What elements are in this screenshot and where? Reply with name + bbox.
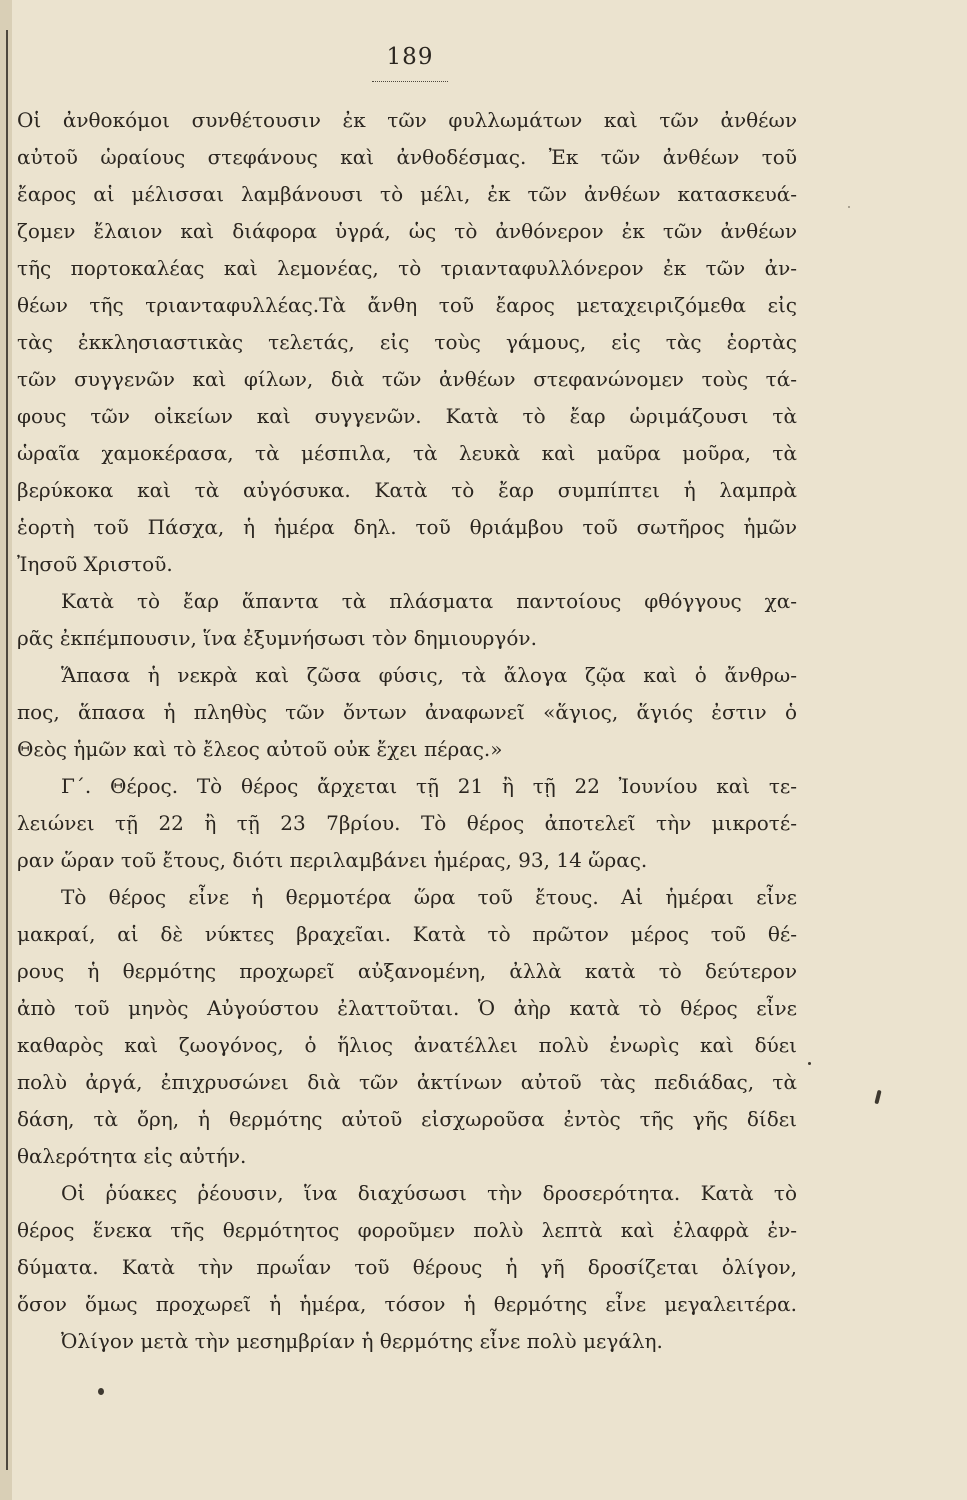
text-line: θαλερότητα εἰς αὐτήν. [17, 1144, 247, 1168]
text-line: Θεὸς ἡμῶν καὶ τὸ ἔλεος αὐτοῦ οὐκ ἔχει πέρας.» [17, 737, 503, 761]
text-line: Κατὰ τὸ ἔαρ ἅπαντα τὰ πλάσματα παντοίους φθόγγους χα- [61, 589, 797, 613]
text-line: τῆς πορτοκαλέας καὶ λεμονέας, τὸ τριανταφυλλόνερον ἐκ τῶν ἀν- [17, 256, 797, 280]
text-line: ρᾶς ἐκπέμπουσιν, ἵνα ἐξυμνήσωσι τὸν δημιουργόν. [17, 626, 537, 650]
text-line: φους τῶν οἰκείων καὶ συγγενῶν. Κατὰ τὸ ἔαρ ὡριμάζουσι τὰ [17, 404, 797, 428]
text-line: Οἱ ῥύακες ῥέουσιν, ἵνα διαχύσωσι τὴν δροσερότητα. Κατὰ τὸ [61, 1181, 797, 1205]
text-line: Τὸ θέρος εἶνε ἡ θερμοτέρα ὥρα τοῦ ἔτους. Αἱ ἡμέραι εἶνε [61, 885, 797, 909]
page-number: 189 [386, 44, 434, 70]
text-line: ἀπὸ τοῦ μηνὸς Αὐγούστου ἐλαττοῦται. Ὁ ἀὴρ κατὰ τὸ θέρος εἶνε [17, 996, 797, 1020]
text-line: αὐτοῦ ὡραίους στεφάνους καὶ ἀνθοδέσμας. Ἐκ τῶν ἀνθέων τοῦ [17, 145, 797, 169]
text-line: ζομεν ἔλαιον καὶ διάφορα ὑγρά, ὡς τὸ ἀνθόνερον ἐκ τῶν ἀνθέων [17, 219, 797, 243]
text-line: δάση, τὰ ὄρη, ἡ θερμότης αὐτοῦ εἰσχωροῦσα ἐντὸς τῆς γῆς δίδει [17, 1107, 797, 1131]
text-line: ρους ἡ θερμότης προχωρεῖ αὐξανομένη, ἀλλὰ κατὰ τὸ δεύτερον [17, 959, 797, 983]
text-line: πος, ἅπασα ἡ πληθὺς τῶν ὄντων ἀναφωνεῖ «ἅγιος, ἅγιός ἐστιν ὁ [17, 700, 797, 724]
binding-line [6, 30, 8, 1470]
ink-mark [874, 1090, 881, 1105]
text-line: Οἱ ἀνθοκόμοι συνθέτουσιν ἐκ τῶν φυλλωμάτων καὶ τῶν ἀνθέων [17, 108, 797, 132]
text-line: τῶν συγγενῶν καὶ φίλων, διὰ τῶν ἀνθέων στεφανώνομεν τοὺς τά- [17, 367, 797, 391]
text-line: μακραί, αἱ δὲ νύκτες βραχεῖαι. Κατὰ τὸ πρῶτον μέρος τοῦ θέ- [17, 922, 797, 946]
text-line: Ἅπασα ἡ νεκρὰ καὶ ζῶσα φύσις, τὰ ἄλογα ζῷα καὶ ὁ ἄνθρω- [61, 663, 797, 687]
ink-speck [808, 1062, 811, 1065]
text-line: ἑορτὴ τοῦ Πάσχα, ἡ ἡμέρα δηλ. τοῦ θριάμβου τοῦ σωτῆρος ἡμῶν [17, 515, 797, 539]
text-line: λειώνει τῇ 22 ἢ τῇ 23 7βρίου. Τὸ θέρος ἀποτελεῖ τὴν μικροτέ- [17, 811, 797, 835]
text-line: ἔαρος αἱ μέλισσαι λαμβάνουσι τὸ μέλι, ἐκ τῶν ἀνθέων κατασκευά- [17, 182, 797, 206]
text-line: βερύκοκα καὶ τὰ αὐγόσυκα. Κατὰ τὸ ἔαρ συμπίπτει ἡ λαμπρὰ [17, 478, 797, 502]
text-line: ὅσον ὅμως προχωρεῖ ἡ ἡμέρα, τόσον ἡ θερμότης εἶνε μεγαλειτέρα. [17, 1292, 797, 1316]
text-line: θέρος ἕνεκα τῆς θερμότητος φοροῦμεν πολὺ λεπτὰ καὶ ἐλαφρὰ ἐν- [17, 1218, 797, 1242]
text-line: ὡραῖα χαμοκέρασα, τὰ μέσπιλα, τὰ λευκὰ καὶ μαῦρα μοῦρα, τὰ [17, 441, 797, 465]
text-line: Ἰησοῦ Χριστοῦ. [17, 552, 173, 576]
ink-speck [98, 1388, 104, 1395]
text-line: Ὀλίγον μετὰ τὴν μεσημβρίαν ἡ θερμότης εἶνε πολὺ μεγάλη. [61, 1329, 663, 1353]
text-line: πολὺ ἀργά, ἐπιχρυσώνει διὰ τῶν ἀκτίνων αὐτοῦ τὰς πεδιάδας, τὰ [17, 1070, 797, 1094]
ink-speck [848, 206, 850, 208]
text-line: θέων τῆς τριανταφυλλέας.Τὰ ἄνθη τοῦ ἔαρος μεταχειριζόμεθα εἰς [17, 293, 797, 317]
text-line: Γ΄. Θέρος. Τὸ θέρος ἄρχεται τῇ 21 ἢ τῇ 22 Ἰουνίου καὶ τε- [61, 774, 797, 798]
text-line: καθαρὸς καὶ ζωογόνος, ὁ ἥλιος ἀνατέλλει πολὺ ἐνωρὶς καὶ δύει [17, 1033, 797, 1057]
text-line: τὰς ἐκκλησιαστικὰς τελετάς, εἰς τοὺς γάμους, εἰς τὰς ἑορτὰς [17, 330, 797, 354]
page-number-rule [372, 81, 448, 82]
text-line: δύματα. Κατὰ τὴν πρωΐαν τοῦ θέρους ἡ γῆ δροσίζεται ὀλίγον, [17, 1255, 797, 1279]
text-line: ραν ὥραν τοῦ ἔτους, διότι περιλαμβάνει ἡμέρας, 93, 14 ὥρας. [17, 848, 648, 872]
